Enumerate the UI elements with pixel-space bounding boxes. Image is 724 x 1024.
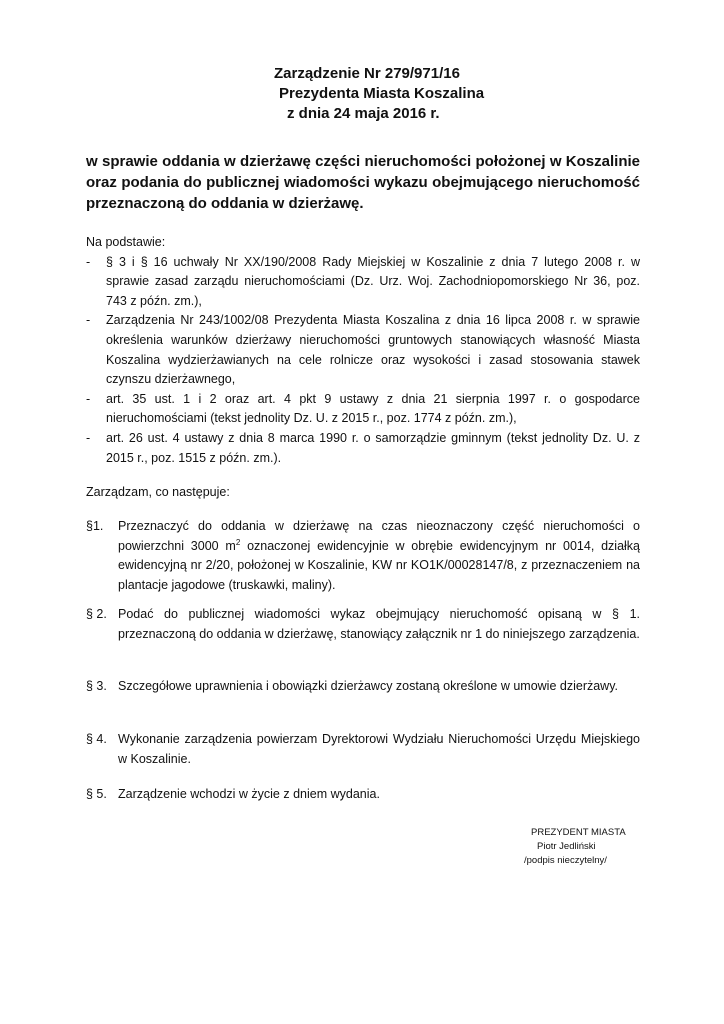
list-item	[86, 311, 640, 389]
paragraph-number: § 2.	[86, 607, 107, 621]
superscript: 2	[235, 537, 241, 547]
decree-subject: w sprawie oddania w dzierżawę części nieruchomości położonej w Koszalinie oraz podania do publicznej wiadomości wykazu obejmującego nieruchomość przeznaczoną do oddania w dzierżawę.	[86, 153, 640, 212]
paragraph-3	[86, 677, 640, 697]
paragraph-2	[86, 605, 640, 644]
decree-intro: Zarządzam, co następuje:	[86, 485, 230, 499]
list-item-text: Zarządzenia Nr 243/1002/08 Prezydenta Miasta Koszalina z dnia 16 lipca 2008 r. w sprawie określenia warunków dzierżawy nieruchomości gruntowych stanowiących własność Miasta Koszalina wydzierżawianych na cele rolnicze oraz wysokości i zasad stosowania stawek czynszu dzierżawnego,	[106, 313, 640, 387]
legal-basis	[86, 233, 640, 468]
list-dash: -	[86, 430, 91, 445]
paragraph-text	[118, 517, 640, 595]
legal-basis-list	[86, 253, 640, 469]
list-item	[86, 429, 640, 468]
paragraph-5	[86, 785, 640, 805]
paragraph-1	[86, 517, 640, 595]
paragraph-text: Wykonanie zarządzenia powierzam Dyrektorowi Wydziału Nieruchomości Urzędu Miejskiego w Koszalinie.	[118, 732, 640, 766]
paragraph-text: Podać do publicznej wiadomości wykaz obejmujący nieruchomość opisaną w § 1. przeznaczoną do oddania w dzierżawę, stanowiący załącznik nr 1 do niniejszego zarządzenia.	[118, 607, 640, 641]
paragraph-text-part: Przeznaczyć do oddania w dzierżawę na czas nieoznaczony część nieruchomości o powierzchni 3000 m	[118, 519, 640, 553]
paragraph-number: § 3.	[86, 679, 107, 693]
paragraph-number: § 4.	[86, 732, 107, 746]
list-item	[86, 253, 640, 312]
list-item-text: art. 26 ust. 4 ustawy z dnia 8 marca 1990 r. o samorządzie gminnym (tekst jednolity Dz. U. z 2015 r., poz. 1515 z późn. zm.).	[106, 430, 640, 465]
signature-note: /podpis nieczytelny/	[524, 855, 607, 866]
issuer: Prezydenta Miasta Koszalina	[279, 85, 485, 102]
decree-date: z dnia 24 maja 2016 r.	[287, 105, 440, 122]
list-dash: -	[86, 254, 91, 269]
paragraph-number: §1.	[86, 519, 104, 533]
list-dash: -	[86, 313, 91, 328]
legal-basis-intro: Na podstawie:	[86, 235, 166, 249]
decree-number: Zarządzenie Nr 279/971/16	[274, 65, 460, 82]
paragraph-text-part: oznaczonej ewidencyjnie w obrębie ewidencyjnym nr 0014, działką ewidencyjną nr 2/20, położonej w Koszalinie, KW nr KO1K/00028147/8, z przeznaczeniem na plantacje jagodowe (truskawki, maliny).	[118, 538, 640, 592]
document-header	[0, 64, 724, 124]
paragraph-4	[86, 730, 640, 769]
paragraph-number: § 5.	[86, 787, 107, 801]
list-item-text: art. 35 ust. 1 i 2 oraz art. 4 pkt 9 ustawy z dnia 21 sierpnia 1997 r. o gospodarce nieruchomościami (tekst jednolity Dz. U. z 2015 r., poz. 1774 z późn. zm.),	[106, 391, 640, 426]
list-dash: -	[86, 391, 91, 406]
signature-block	[496, 826, 646, 868]
signature-name: Piotr Jedliński	[537, 841, 596, 852]
list-item-text: § 3 i § 16 uchwały Nr XX/190/2008 Rady Miejskiej w Koszalinie z dnia 7 lutego 2008 r. w sprawie zasad zarządu nieruchomościami (Dz. Urz. Woj. Zachodniopomorskiego Nr 36, poz. 743 z późn. zm.),	[106, 254, 640, 308]
list-item	[86, 390, 640, 429]
paragraph-text: Zarządzenie wchodzi w życie z dniem wydania.	[118, 787, 380, 801]
paragraph-text: Szczegółowe uprawnienia i obowiązki dzierżawcy zostaną określone w umowie dzierżawy.	[118, 679, 618, 693]
signature-title: PREZYDENT MIASTA	[531, 827, 626, 838]
